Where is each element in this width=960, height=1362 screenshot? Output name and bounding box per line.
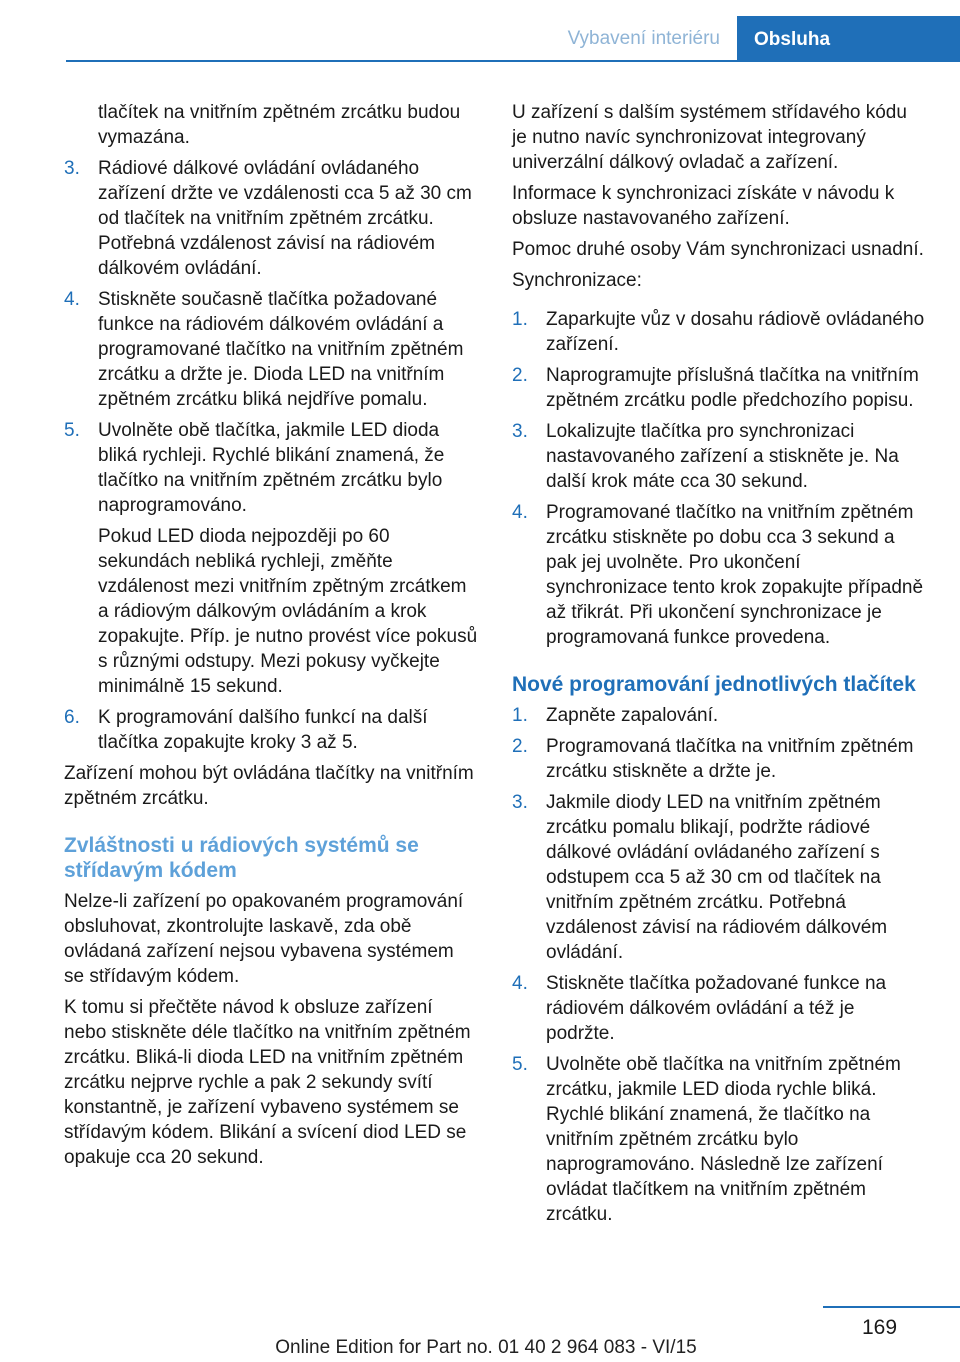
section-heading: Nové programování jednotlivých tlačítek: [512, 673, 916, 696]
list-item: [512, 1052, 926, 1227]
list-text: Zapněte zapalování.: [546, 705, 719, 726]
list-number: 4.: [512, 502, 528, 523]
list-text: Uvolněte obě tlačítka na vnitřním zpětném zrcátku, jakmile LED dioda rychle bliká. Rychlé blikání znamená, že tlačítko na vnitřním zpětném zrcátku bylo naprogramováno. Následně lze zařízení ovládat tlačítkem na vnitřním zpětném zrcátku.: [546, 1054, 901, 1225]
list-text: Stiskněte tlačítka požadované funkce na rádiovém dálkovém ovládání a též je podržte.: [546, 973, 887, 1044]
list-number: 6.: [64, 707, 80, 728]
page-number: 169: [862, 1316, 898, 1339]
list-number: 4.: [64, 289, 80, 310]
list-text: Jakmile diody LED na vnitřním zpětném zrcátku pomalu blikají, podržte rádiové dálkové ovládání ovládaného zařízení s odstupem cca 5 až 30 cm od tlačítek na vnitřním zpětném zrcátku. Potřebná vzdálenost závisí na rádiovém dálkovém ovládání.: [546, 792, 888, 963]
list-item: [64, 418, 478, 518]
list-item: [512, 703, 926, 728]
list-item: [512, 363, 926, 413]
list-number: 5.: [64, 420, 80, 441]
paragraph: Informace k synchronizaci získáte v návodu k obsluze nastavovaného zařízení.: [512, 183, 895, 229]
list-text: Uvolněte obě tlačítka, jakmile LED dioda bliká rychleji. Rychlé blikání znamená, že tlačítko na vnitřním zpětném zrcátku bylo naprogramováno.: [98, 420, 445, 516]
list-number: 1.: [512, 705, 528, 726]
list-text: Naprogramujte příslušná tlačítka na vnitřním zpětném zrcátku podle předchozího popisu.: [546, 365, 919, 411]
list-number: 2.: [512, 365, 528, 386]
list-text: Programovaná tlačítka na vnitřním zpětném zrcátku stiskněte a držte je.: [546, 736, 914, 782]
paragraph: U zařízení s dalším systémem střídavého kódu je nutno navíc synchronizovat integrovaný univerzální dálkový ovladač a zařízení.: [512, 102, 907, 173]
paragraph: Synchronizace:: [512, 270, 642, 291]
paragraph: Zařízení mohou být ovládána tlačítky na vnitřním zpětném zrcátku.: [64, 763, 474, 809]
list-item: [512, 734, 926, 784]
list-text: Zaparkujte vůz v dosahu rádiově ovládaného zařízení.: [546, 309, 925, 355]
list-item: [64, 287, 478, 412]
section-heading: Zvláštnosti u rádiových systémů se střídavým kódem: [64, 834, 419, 882]
list-item: [64, 705, 478, 755]
left-column: [64, 100, 478, 1176]
list-item: [512, 307, 926, 357]
list-item: [512, 971, 926, 1046]
list-number: 3.: [64, 158, 80, 179]
right-column: [512, 100, 926, 1233]
list-item: [512, 790, 926, 965]
footer-edition: Online Edition for Part no. 01 40 2 964 083 - VI/15: [275, 1337, 697, 1358]
list-number: 1.: [512, 309, 528, 330]
list-number: 3.: [512, 421, 528, 442]
paragraph: K tomu si přečtěte návod k obsluze zařízení nebo stiskněte déle tlačítko na vnitřním zpětném zrcátku. Bliká-li dioda LED na vnitřním zpětném zrcátku nejprve rychle a pak 2 sekundy svítí konstantně, je zařízení vybaveno systémem se střídavým kódem. Blikání a svícení diod LED se opakuje cca 20 sekund.: [64, 997, 471, 1168]
list-text: Lokalizujte tlačítka pro synchronizaci nastavovaného zařízení a stiskněte je. Na další krok máte cca 30 sekund.: [546, 421, 899, 492]
list-item: [64, 156, 478, 281]
page-header: [0, 0, 960, 62]
chapter-tab: Obsluha: [737, 16, 960, 61]
list-item: [512, 419, 926, 494]
list-number: 5.: [512, 1054, 528, 1075]
header-rule: [66, 60, 960, 62]
list-number: 4.: [512, 973, 528, 994]
list-text: K programování dalšího funkcí na další tlačítka zopakujte kroky 3 až 5.: [98, 707, 428, 753]
list-text: Stiskněte současně tlačítka požadované funkce na rádiovém dálkovém ovládání a programované tlačítko na vnitřním zpětném zrcátku a držte je. Dioda LED na vnitřním zpětném zrcátku bliká nejdříve pomalu.: [98, 289, 464, 410]
list-item: [512, 500, 926, 650]
list-number: 2.: [512, 736, 528, 757]
continued-text: tlačítek na vnitřním zpětném zrcátku budou vymazána.: [98, 102, 461, 148]
paragraph: Pomoc druhé osoby Vám synchronizaci usnadní.: [512, 239, 924, 260]
list-item-subparagraph: Pokud LED dioda nejpozději po 60 sekundách nebliká rychleji, změňte vzdálenost mezi vnitřním zpětným zrcátkem a rádiovým dálkovým ovládáním a krok zopakujte. Příp. je nutno provést více pokusů s různými odstupy. Mezi pokusy vyčkejte minimálně 15 sekund.: [98, 526, 478, 697]
paragraph: Nelze-li zařízení po opakovaném programování obsluhovat, zkontrolujte laskavě, zda obě ovládaná zařízení nejsou vybavena systémem se střídavým kódem.: [64, 891, 464, 987]
list-number: 3.: [512, 792, 528, 813]
list-text: Rádiové dálkové ovládání ovládaného zařízení držte ve vzdálenosti cca 5 až 30 cm od tlačítek na vnitřním zpětném zrcátku. Potřebná vzdálenost závisí na rádiovém dálkovém ovládání.: [98, 158, 472, 279]
list-text: Programované tlačítko na vnitřním zpětném zrcátku stiskněte po dobu cca 3 sekund a pak jej uvolněte. Pro ukončení synchronizace tento krok zopakujte případně až třikrát. Při ukončení synchronizace je programovaná funkce provedena.: [546, 502, 924, 648]
section-title: Vybavení interiéru: [567, 28, 720, 49]
footer-rule: [823, 1306, 960, 1308]
